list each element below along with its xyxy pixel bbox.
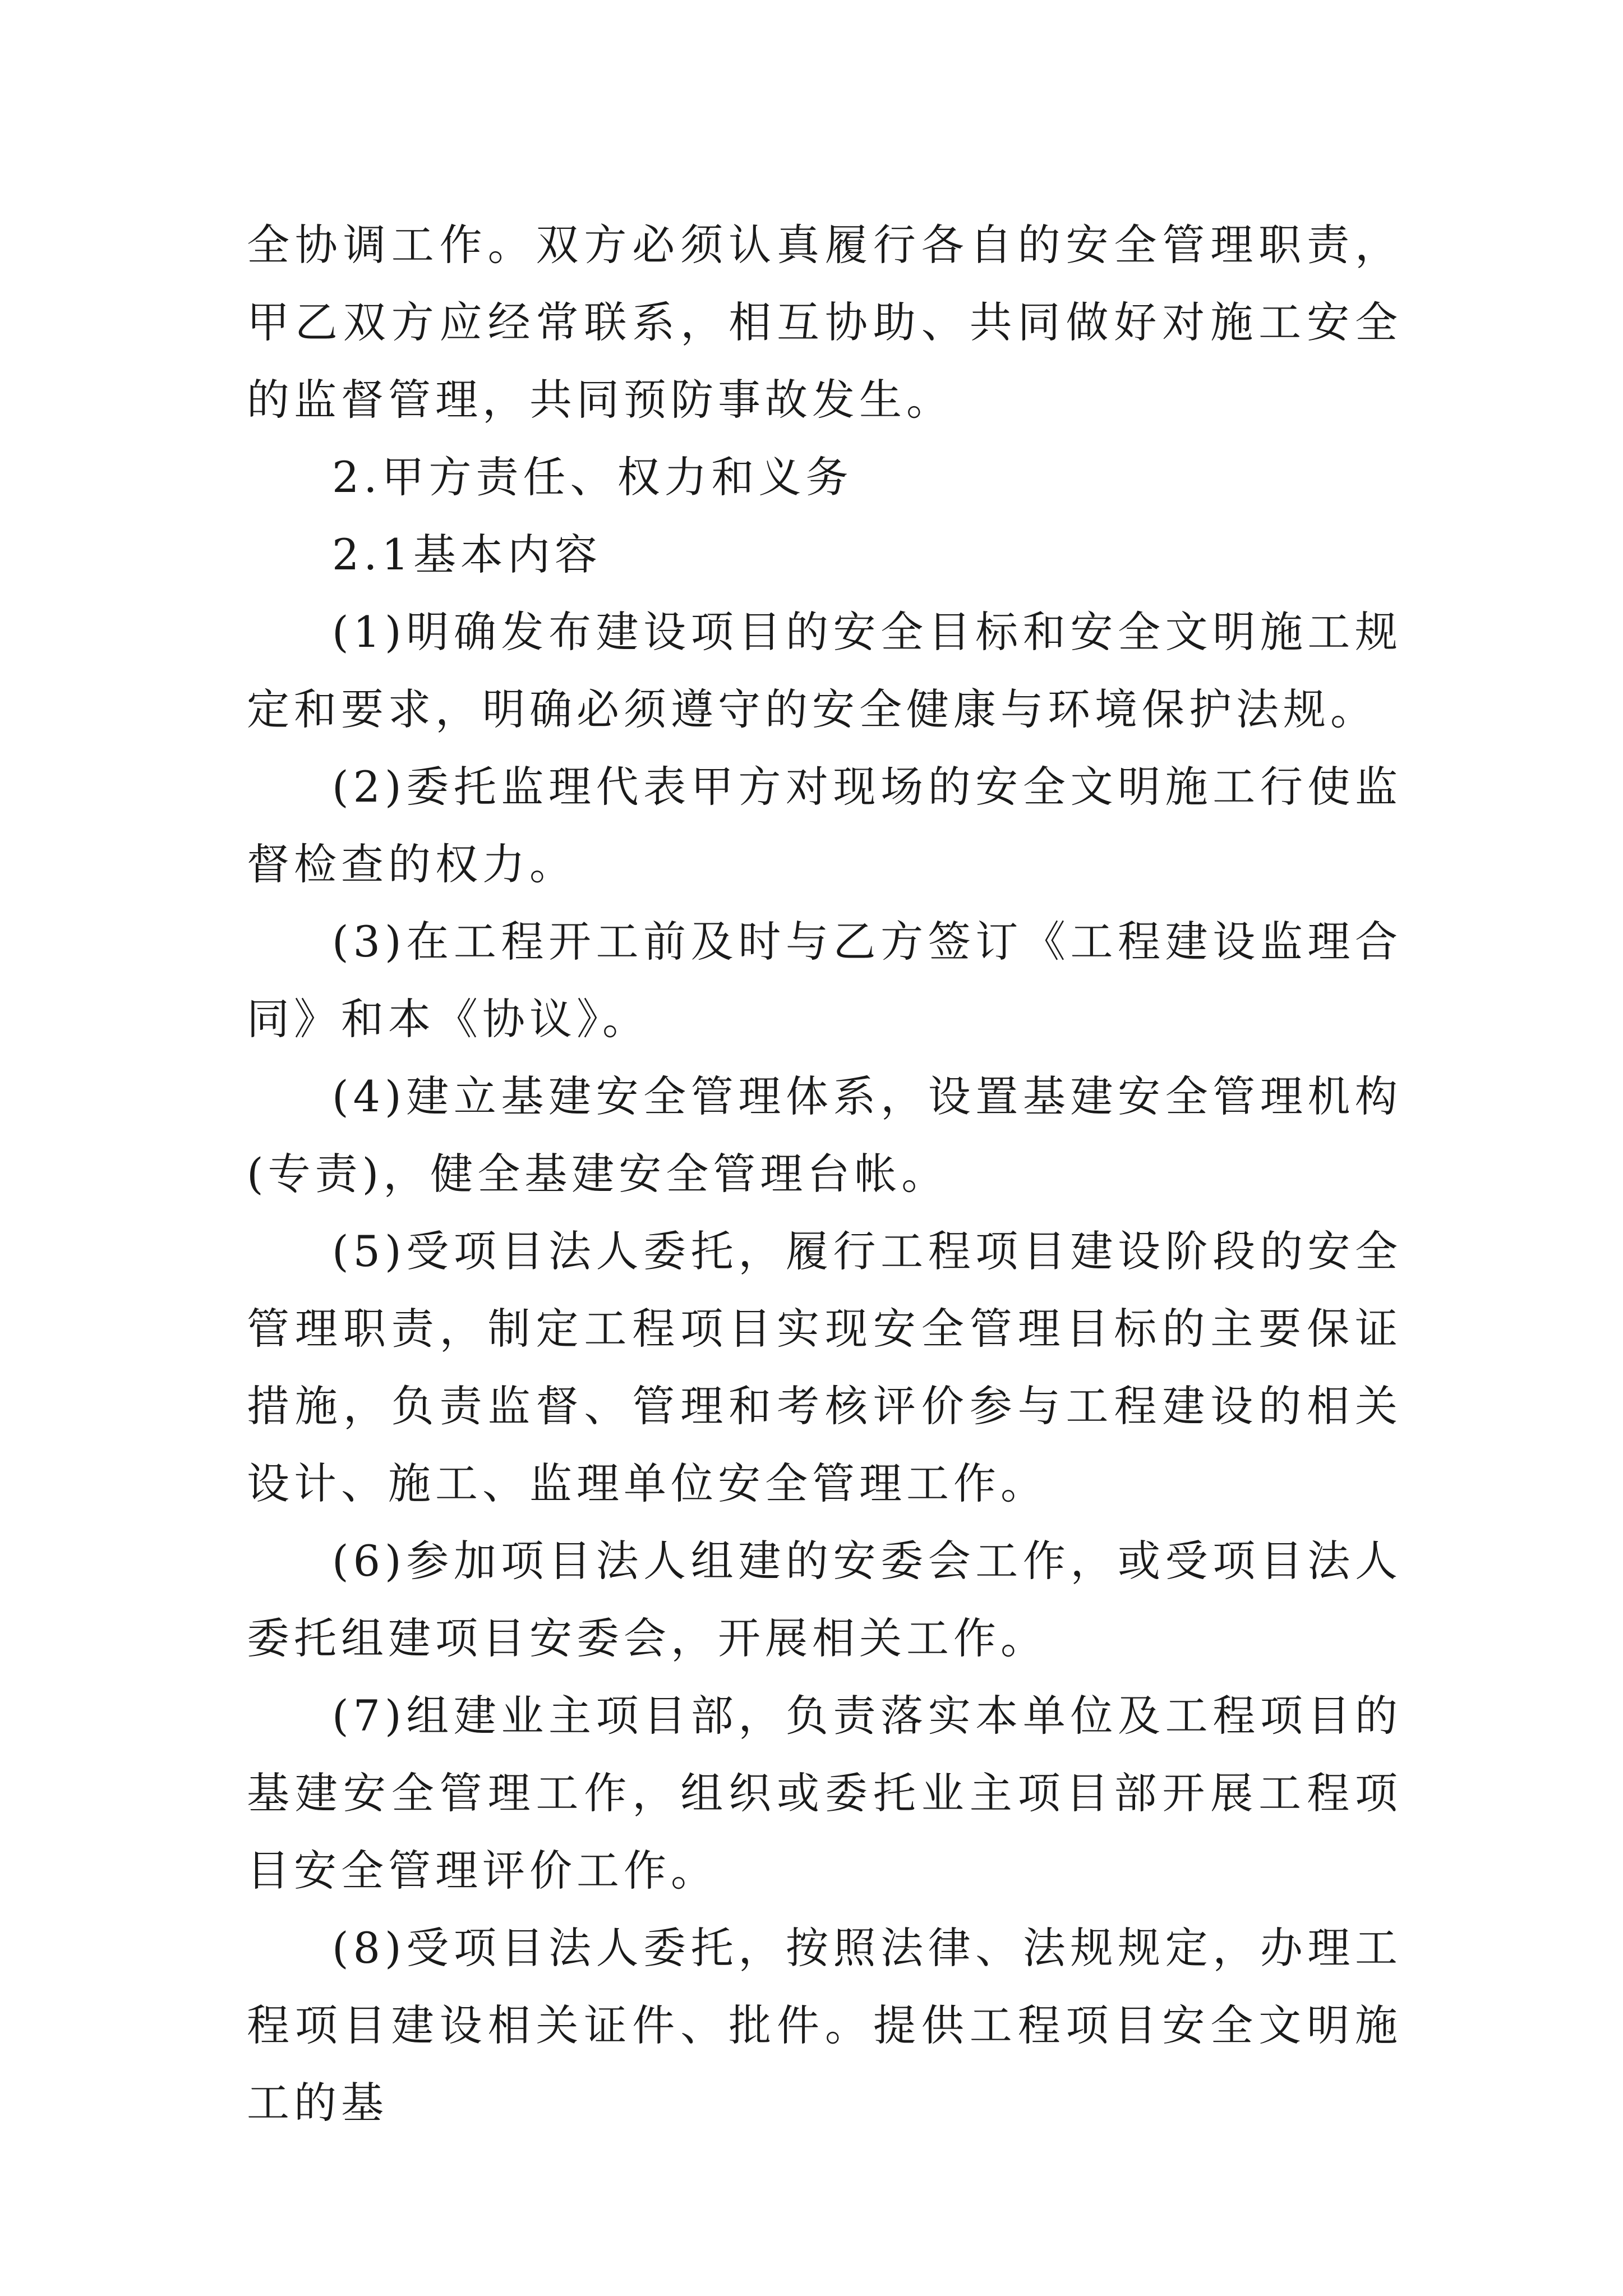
subsection-heading-2-1: 2.1基本内容 [332, 530, 602, 579]
list-item-7: (7)组建业主项目部，负责落实本单位及工程项目的基建安全管理工作，组织或委托业主项目部开展工程项目安全管理评价工作。 [247, 1691, 1402, 1895]
list-item-5: (5)受项目法人委托，履行工程项目建设阶段的安全管理职责，制定工程项目实现安全管理目标的主要保证措施，负责监督、管理和考核评价参与工程建设的相关设计、施工、监理单位安全管理工作。 [247, 1226, 1402, 1508]
list-item-3: (3)在工程开工前及时与乙方签订《工程建设监理合同》和本《协议》。 [247, 917, 1402, 1044]
list-item-6: (6)参加项目法人组建的安委会工作，或受项目法人委托组建项目安委会，开展相关工作。 [247, 1536, 1402, 1663]
list-item-8: (8)受项目法人委托，按照法律、法规规定，办理工程项目建设相关证件、批件。提供工程项目安全文明施工的基 [247, 1923, 1402, 2128]
section-heading-2: 2.甲方责任、权力和义务 [332, 452, 853, 502]
document-body [247, 206, 1402, 2142]
list-item-4: (4)建立基建安全管理体系，设置基建安全管理机构(专责)，健全基建安全管理台帐。 [247, 1071, 1402, 1199]
list-item-1: (1)明确发布建设项目的安全目标和安全文明施工规定和要求，明确必须遵守的安全健康与环境保护法规。 [247, 607, 1402, 734]
paragraph-continuation: 全协调工作。双方必须认真履行各自的安全管理职责，甲乙双方应经常联系，相互协助、共同做好对施工安全的监督管理，共同预防事故发生。 [247, 220, 1402, 425]
list-item-2: (2)委托监理代表甲方对现场的安全文明施工行使监督检查的权力。 [247, 762, 1402, 889]
